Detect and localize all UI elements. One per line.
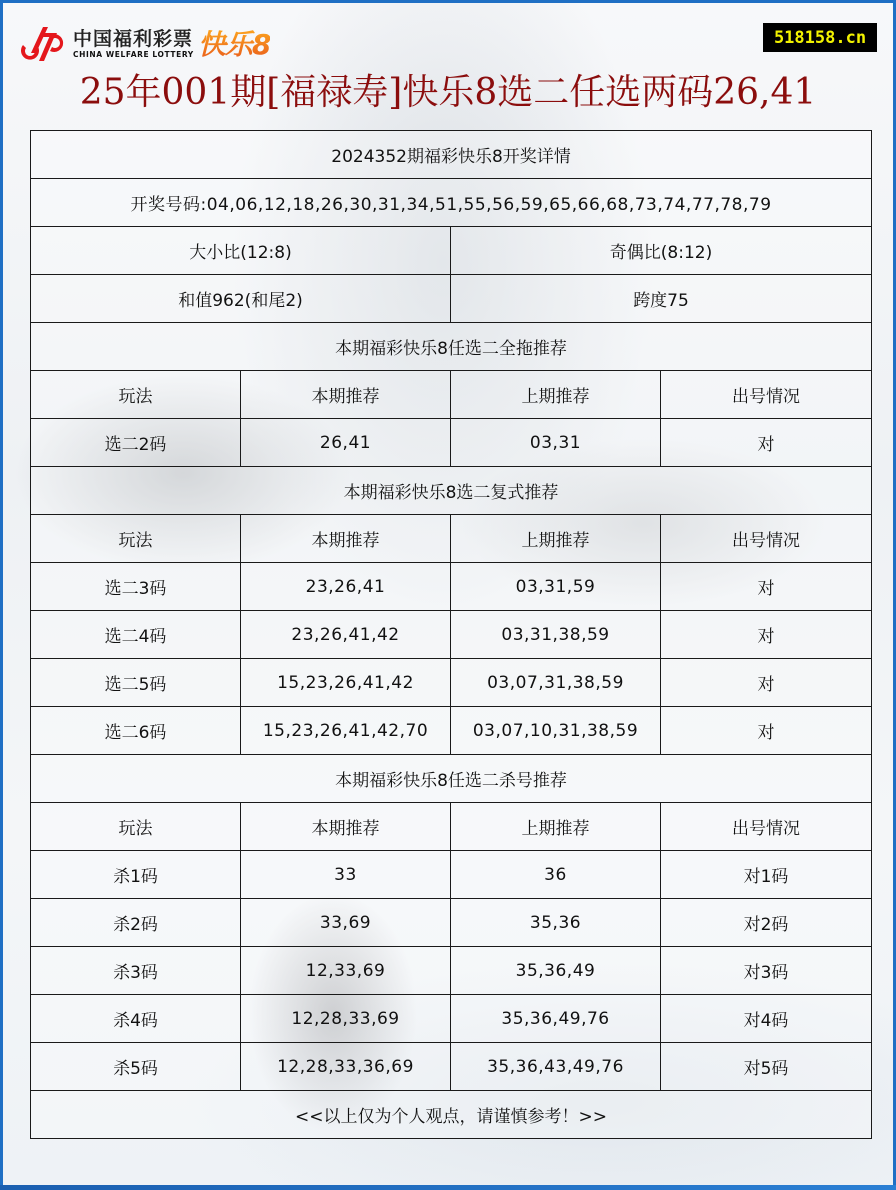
- table-row: [31, 419, 872, 467]
- play-cell: 杀1码: [31, 851, 241, 899]
- result-cell: 对4码: [661, 995, 872, 1043]
- result-cell: 对1码: [661, 851, 872, 899]
- previous-cell: 36: [451, 851, 661, 899]
- table-row: [31, 659, 872, 707]
- result-cell: 对: [661, 611, 872, 659]
- result-cell: 对: [661, 707, 872, 755]
- col-header-result: 出号情况: [661, 803, 872, 851]
- current-cell: 12,28,33,69: [241, 995, 451, 1043]
- previous-cell: 03,31: [451, 419, 661, 467]
- odd-even-ratio: 奇偶比(8:12): [451, 227, 872, 275]
- col-header-result: 出号情况: [661, 515, 872, 563]
- section-drag-title: 本期福彩快乐8任选二全拖推荐: [31, 323, 872, 371]
- col-header-previous: 上期推荐: [451, 371, 661, 419]
- play-cell: 杀3码: [31, 947, 241, 995]
- page-title: 25年001期[福禄寿]快乐8选二任选两码26,41: [79, 72, 817, 113]
- col-header-previous: 上期推荐: [451, 515, 661, 563]
- logo-en-text: CHINA WELFARE LOTTERY: [73, 49, 194, 59]
- current-cell: 15,23,26,41,42,70: [241, 707, 451, 755]
- play-cell: 选二6码: [31, 707, 241, 755]
- play-cell: 杀2码: [31, 899, 241, 947]
- result-cell: 对2码: [661, 899, 872, 947]
- section-kill-title-row: [31, 755, 872, 803]
- previous-cell: 35,36,49: [451, 947, 661, 995]
- sum-value: 和值962(和尾2): [31, 275, 451, 323]
- previous-cell: 35,36,43,49,76: [451, 1043, 661, 1091]
- result-cell: 对: [661, 419, 872, 467]
- footer-note-row: [31, 1091, 872, 1139]
- play-cell: 选二5码: [31, 659, 241, 707]
- table-row: [31, 899, 872, 947]
- play-cell: 杀5码: [31, 1043, 241, 1091]
- result-cell: 对: [661, 563, 872, 611]
- cwl-logo-icon: [19, 23, 65, 63]
- col-header-current: 本期推荐: [241, 803, 451, 851]
- current-cell: 12,33,69: [241, 947, 451, 995]
- previous-cell: 35,36,49,76: [451, 995, 661, 1043]
- previous-cell: 03,31,38,59: [451, 611, 661, 659]
- big-small-ratio: 大小比(12:8): [31, 227, 451, 275]
- col-header-play: 玩法: [31, 371, 241, 419]
- previous-cell: 35,36: [451, 899, 661, 947]
- table-row: [31, 1043, 872, 1091]
- draw-numbers: 开奖号码:04,06,12,18,26,30,31,34,51,55,56,59,65,66,68,73,74,77,78,79: [31, 179, 872, 227]
- table-row: [31, 995, 872, 1043]
- current-cell: 26,41: [241, 419, 451, 467]
- col-header-result: 出号情况: [661, 371, 872, 419]
- section-kill-title: 本期福彩快乐8任选二杀号推荐: [31, 755, 872, 803]
- table-header-row: [31, 515, 872, 563]
- current-cell: 33: [241, 851, 451, 899]
- logo-cn-text: 中国福利彩票: [73, 27, 194, 50]
- play-cell: 选二4码: [31, 611, 241, 659]
- table-row: [31, 947, 872, 995]
- result-cell: 对: [661, 659, 872, 707]
- section-multi-title-row: [31, 467, 872, 515]
- table-header-row: [31, 803, 872, 851]
- span-value: 跨度75: [451, 275, 872, 323]
- current-cell: 23,26,41,42: [241, 611, 451, 659]
- logo-game-name: 快乐8: [198, 23, 270, 63]
- draw-title-row: [31, 131, 872, 179]
- play-cell: 选二3码: [31, 563, 241, 611]
- previous-cell: 03,07,10,31,38,59: [451, 707, 661, 755]
- col-header-previous: 上期推荐: [451, 803, 661, 851]
- draw-sum-row: [31, 275, 872, 323]
- table-row: [31, 563, 872, 611]
- draw-title: 2024352期福彩快乐8开奖详情: [31, 131, 872, 179]
- table-row: [31, 611, 872, 659]
- previous-cell: 03,07,31,38,59: [451, 659, 661, 707]
- draw-ratio-row: [31, 227, 872, 275]
- lottery-logo: [19, 23, 270, 63]
- bottom-frame-bar: [0, 1185, 896, 1190]
- table-header-row: [31, 371, 872, 419]
- draw-numbers-row: [31, 179, 872, 227]
- table-row: [31, 707, 872, 755]
- site-badge[interactable]: 518158.cn: [763, 23, 877, 52]
- play-cell: 选二2码: [31, 419, 241, 467]
- table-row: [31, 851, 872, 899]
- prediction-table: [30, 130, 872, 1139]
- play-cell: 杀4码: [31, 995, 241, 1043]
- result-cell: 对3码: [661, 947, 872, 995]
- current-cell: 15,23,26,41,42: [241, 659, 451, 707]
- section-drag-title-row: [31, 323, 872, 371]
- footer-note: <<以上仅为个人观点，请谨慎参考！>>: [31, 1091, 872, 1139]
- section-multi-title: 本期福彩快乐8选二复式推荐: [31, 467, 872, 515]
- page-frame: [3, 3, 893, 1187]
- col-header-play: 玩法: [31, 515, 241, 563]
- current-cell: 12,28,33,36,69: [241, 1043, 451, 1091]
- result-cell: 对5码: [661, 1043, 872, 1091]
- col-header-play: 玩法: [31, 803, 241, 851]
- col-header-current: 本期推荐: [241, 515, 451, 563]
- previous-cell: 03,31,59: [451, 563, 661, 611]
- current-cell: 23,26,41: [241, 563, 451, 611]
- current-cell: 33,69: [241, 899, 451, 947]
- col-header-current: 本期推荐: [241, 371, 451, 419]
